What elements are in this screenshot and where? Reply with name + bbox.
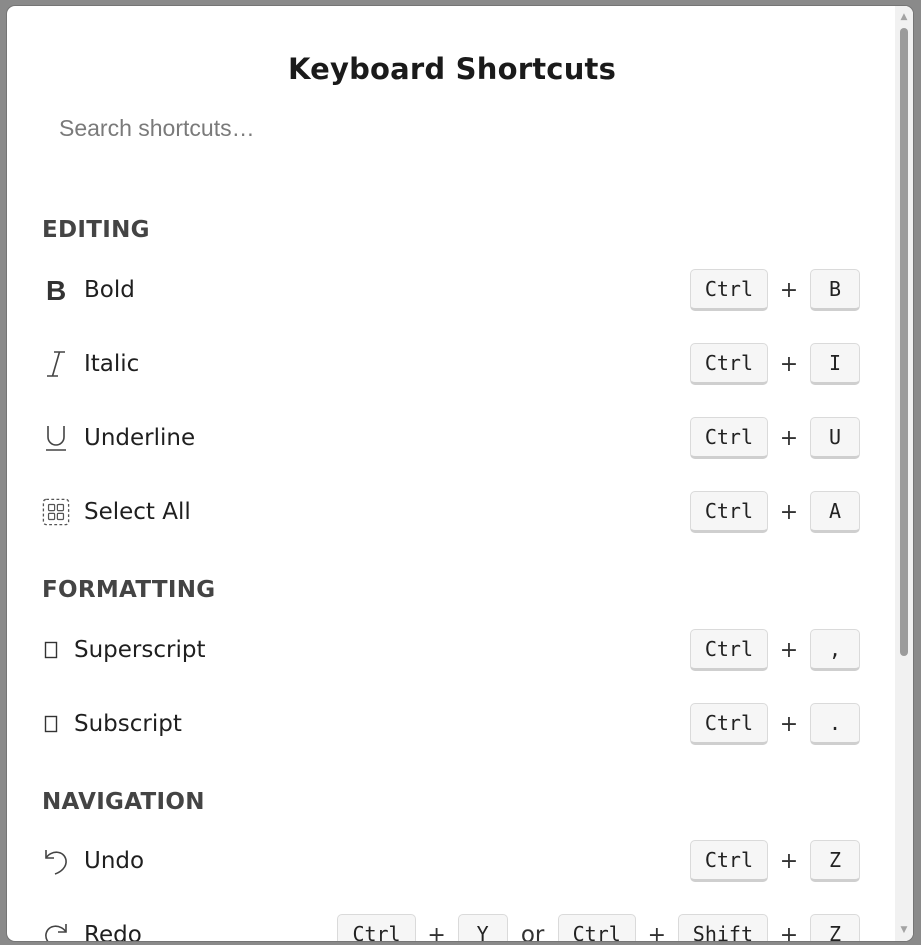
key-cap: Ctrl xyxy=(337,914,415,941)
shortcut-label: Undo xyxy=(84,848,145,874)
key-cap: Ctrl xyxy=(690,703,768,745)
shortcut-row-italic xyxy=(42,341,860,387)
section-heading-editing: EDITING xyxy=(42,217,150,243)
shortcut-label: Bold xyxy=(84,277,135,303)
shortcut-row-bold xyxy=(42,267,860,313)
shortcut-row-select-all xyxy=(42,489,860,535)
key-cap: Z xyxy=(810,840,860,882)
plus-separator: + xyxy=(779,277,799,303)
key-cap: Ctrl xyxy=(690,840,768,882)
key-cap: . xyxy=(810,703,860,745)
shortcut-label: Redo xyxy=(84,922,142,941)
key-cap: Ctrl xyxy=(558,914,636,941)
svg-text:B: B xyxy=(46,277,67,303)
scroll-up-arrow-icon[interactable]: ▲ xyxy=(900,12,908,22)
key-cap: Ctrl xyxy=(690,343,768,385)
shortcut-label: Superscript xyxy=(74,637,206,663)
shortcut-row-undo xyxy=(42,838,860,884)
shortcut-row-underline xyxy=(42,415,860,461)
section-heading-formatting: FORMATTING xyxy=(42,577,216,603)
shortcut-label: Select All xyxy=(84,499,191,525)
shortcut-label: Subscript xyxy=(74,711,182,737)
key-combo xyxy=(690,415,860,461)
key-combo xyxy=(690,341,860,387)
section-heading-navigation: NAVIGATION xyxy=(42,789,205,815)
keyboard-shortcuts-dialog xyxy=(7,6,913,941)
select-all-icon xyxy=(42,497,70,527)
key-combo xyxy=(690,489,860,535)
key-cap: Ctrl xyxy=(690,629,768,671)
shortcut-row-redo xyxy=(42,912,860,941)
key-combo xyxy=(690,627,860,673)
key-cap: Z xyxy=(810,914,860,941)
italic-icon xyxy=(42,349,70,379)
key-combo xyxy=(690,701,860,747)
key-cap: , xyxy=(810,629,860,671)
key-cap: B xyxy=(810,269,860,311)
key-cap: Shift xyxy=(678,914,768,941)
plus-separator: + xyxy=(647,922,666,941)
key-cap: I xyxy=(810,343,860,385)
scrollbar-thumb[interactable] xyxy=(900,28,908,656)
plus-separator: + xyxy=(427,922,446,941)
key-cap: Ctrl xyxy=(690,491,768,533)
key-cap: A xyxy=(810,491,860,533)
bold-icon xyxy=(42,275,70,305)
underline-icon xyxy=(42,423,70,453)
plus-separator: + xyxy=(779,425,799,451)
dialog-title: Keyboard Shortcuts xyxy=(287,52,617,86)
plus-separator: + xyxy=(779,351,799,377)
shortcut-label: Italic xyxy=(84,351,140,377)
scroll-down-arrow-icon[interactable]: ▼ xyxy=(900,925,908,935)
key-combo xyxy=(337,912,860,941)
key-cap: Y xyxy=(458,914,508,941)
search-input[interactable] xyxy=(43,104,575,152)
or-separator: or xyxy=(520,922,545,941)
shortcut-label: Underline xyxy=(84,425,196,451)
shortcut-row-subscript xyxy=(42,701,860,747)
redo-icon xyxy=(42,920,70,941)
key-cap: Ctrl xyxy=(690,417,768,459)
key-combo xyxy=(690,267,860,313)
key-combo xyxy=(690,838,860,884)
missing-glyph-icon xyxy=(44,641,58,659)
plus-separator: + xyxy=(779,499,799,525)
plus-separator: + xyxy=(779,711,799,737)
key-cap: U xyxy=(810,417,860,459)
key-cap: Ctrl xyxy=(690,269,768,311)
missing-glyph-icon xyxy=(44,715,58,733)
shortcut-row-superscript xyxy=(42,627,860,673)
vertical-scrollbar[interactable] xyxy=(895,6,913,941)
undo-icon xyxy=(42,846,70,876)
plus-separator: + xyxy=(779,637,799,663)
plus-separator: + xyxy=(779,922,799,941)
plus-separator: + xyxy=(779,848,799,874)
